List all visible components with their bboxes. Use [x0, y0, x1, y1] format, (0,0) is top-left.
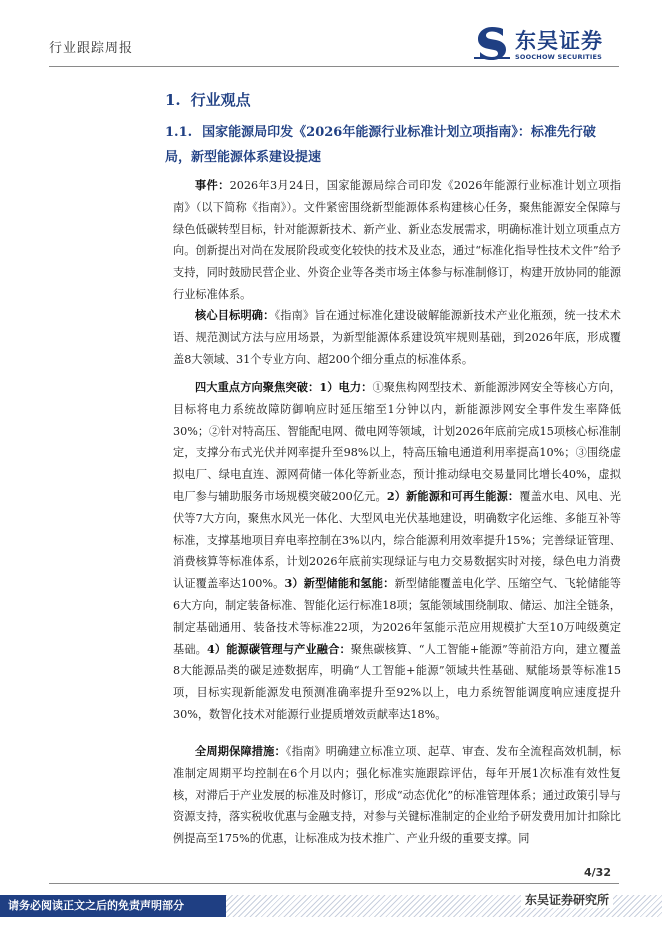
- footer-divider: [49, 883, 619, 884]
- paragraph-lead: 核心目标明确：: [195, 308, 275, 322]
- paragraph-text: 《指南》旨在通过标准化建设破解能源新技术产业化瓶颈，统一技术术语、规范测试方法与应用场景，为新型能源体系建设筑牢规则基础，到2026年底，形成覆盖8大领域、31个专业方向、超200个细分重点的标准体系。: [173, 309, 621, 366]
- direction-renewables-label: 2）新能源和可再生能源：: [386, 488, 520, 503]
- paragraph-core-goal: [173, 305, 621, 370]
- report-type-label: 行业跟踪周报: [49, 41, 134, 56]
- paragraph-text: 2026年3月24日，国家能源局综合司印发《2026年能源行业标准计划立项指南》（以下简称《指南》）。文件紧密围绕新型能源体系构建核心任务，聚焦能源安全保障与绿色低碳转型目标，针对能源新技术、新产业、新业态发展需求，明确标准计划立项重点方向。创新提出对尚在发展阶段或变化较快的技术及业态，通过“标准化指导性技术文件”给予支持，同时鼓励民营企业、外资企业等各类市场主体参与标准制修订，构建开放协同的能源行业标准体系。: [173, 179, 621, 301]
- paragraph-four-directions: [173, 377, 621, 726]
- paragraph-lead: 全周期保障措施：: [195, 744, 286, 758]
- header-divider: [49, 66, 619, 67]
- section-heading: [165, 89, 251, 110]
- paragraph-lead: 事件：: [195, 178, 230, 192]
- direction-renewables-text: 覆盖水电、风电、光伏等7大方向，聚焦水风光一体化、大型风电光伏基地建设，明确数字化运维、多能互补等标准，支撑基地项目弃电率控制在3%以内，综合能源利用效率提升15%；完善绿证管理、消费核算等标准体系，计划2026年底前实现绿证与电力交易数据实时对接，绿色电力消费认证覆盖率达100%。: [173, 489, 621, 591]
- brand-logo: [474, 24, 624, 68]
- direction-power-text: ①聚焦构网型技术、新能源涉网安全等核心方向，目标将电力系统故障防御响应时延压缩至1分钟以内，新能源涉网安全事件发生率降低30%；②针对特高压、智能配电网、微电网等领域，计划2026年底前完成15项核心标准制定，支撑分布式光伏并网率提升至98%以上，特高压输电通道利用率提高10%；③围绕虚拟电厂、绿电直连、源网荷储一体化等新业态，预计推动绿电交易量同比增长40%，虚拟电厂参与辅助服务市场规模突破200亿元。: [173, 381, 621, 503]
- soochow-logo-icon: [474, 24, 510, 60]
- direction-carbon-ai-label: 4）能源碳管理与产业融合：: [206, 641, 351, 656]
- subsection-number: 1.1.: [165, 125, 193, 140]
- section-title: 行业观点: [190, 91, 251, 109]
- disclaimer-banner: 请务必阅读正文之后的免责声明部分: [0, 895, 226, 917]
- brand-name-cn: 东吴证券: [515, 29, 603, 53]
- direction-storage-hydrogen-text: 新型储能覆盖电化学、压缩空气、飞轮储能等6大方向，制定装备标准、智能化运行标准18项；氢能领域围绕制取、储运、加注全链条，制定基础通用、装备技术等标准22项，为2026年氢能示范应用规模扩大至10万吨级奠定基础。: [173, 577, 621, 656]
- direction-carbon-ai-text: 聚焦碳核算、“人工智能+能源”等前沿方向，建立覆盖8大能源品类的碳足迹数据库，明确“人工智能+能源”领域共性基础、赋能场景等标准15项，目标实现新能源发电预测准确率提升至92%以上，电力系统智能调度响应速度提升30%，数智化技术对能源行业提质增效贡献率达18%。: [173, 642, 621, 721]
- brand-name-en: SOOCHOW SECURITIES: [515, 53, 603, 61]
- paragraph-event: [173, 175, 621, 306]
- subsection-title: 国家能源局印发《2026年能源行业标准计划立项指南》：标准先行破局，新型能源体系建设提速: [165, 125, 596, 165]
- paragraph-lead: 四大重点方向聚焦突破：: [195, 380, 320, 394]
- institute-name: 东吴证券研究所: [521, 891, 613, 908]
- subsection-heading: [165, 120, 621, 170]
- paragraph-text: 《指南》明确建立标准立项、起草、审查、发布全流程高效机制，标准制定周期平均控制在6个月以内；强化标准实施跟踪评估，每年开展1次标准有效性复核，对滞后于产业发展的标准及时修订，形成“动态优化”的标准管理体系；通过政策引导与资源支持，落实税收优惠与金融支持，对参与关键标准制定的企业给予研发费用加计扣除比例提高至175%的优惠，让标准成为技术推广、产业升级的重要支撑。同: [173, 745, 621, 846]
- section-number: 1.: [165, 91, 181, 109]
- direction-storage-hydrogen-label: 3）新型储能和氢能：: [284, 576, 395, 591]
- page-number: 4/32: [584, 866, 611, 879]
- paragraph-safeguards: [173, 741, 621, 850]
- direction-power-label: 1）电力：: [319, 380, 373, 394]
